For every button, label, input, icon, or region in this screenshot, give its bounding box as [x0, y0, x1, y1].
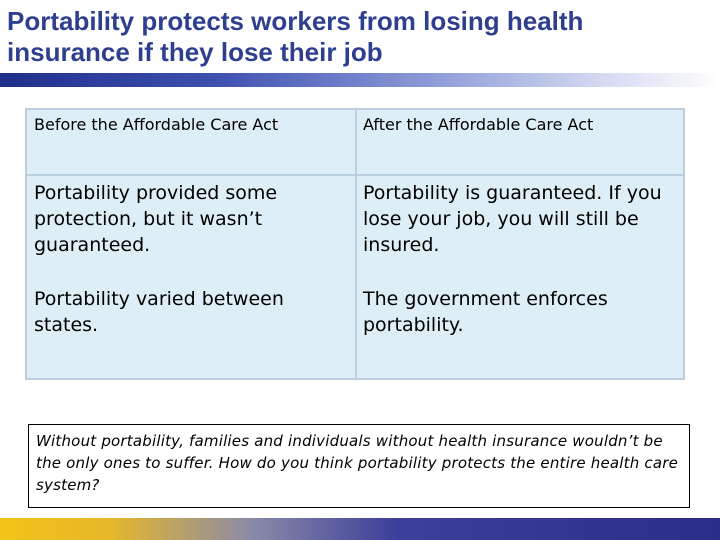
- comparison-table: [25, 108, 685, 380]
- footer-gradient-bar: [0, 518, 720, 540]
- cell-before-row1: Portability provided some protection, but it wasn’t guaranteed.: [34, 182, 278, 256]
- header-after: After the Affordable Care Act: [363, 115, 594, 134]
- header-before: Before the Affordable Care Act: [34, 115, 279, 134]
- header-divider: [27, 174, 683, 176]
- cell-after-row1: Portability is guaranteed. If you lose your job, you will still be insured.: [363, 182, 662, 256]
- cell-before-row2: Portability varied between states.: [34, 288, 284, 336]
- cell-after-row2: The government enforces portability.: [363, 288, 608, 336]
- slide-title: Portability protects workers from losing health insurance if they lose their job: [7, 6, 584, 67]
- discussion-note: Without portability, families and individuals without health insurance wouldn’t be the only ones to suffer. How do you think portability protects the entire health care system?: [28, 424, 690, 508]
- title-gradient-rule: [0, 73, 720, 87]
- column-divider: [355, 110, 357, 378]
